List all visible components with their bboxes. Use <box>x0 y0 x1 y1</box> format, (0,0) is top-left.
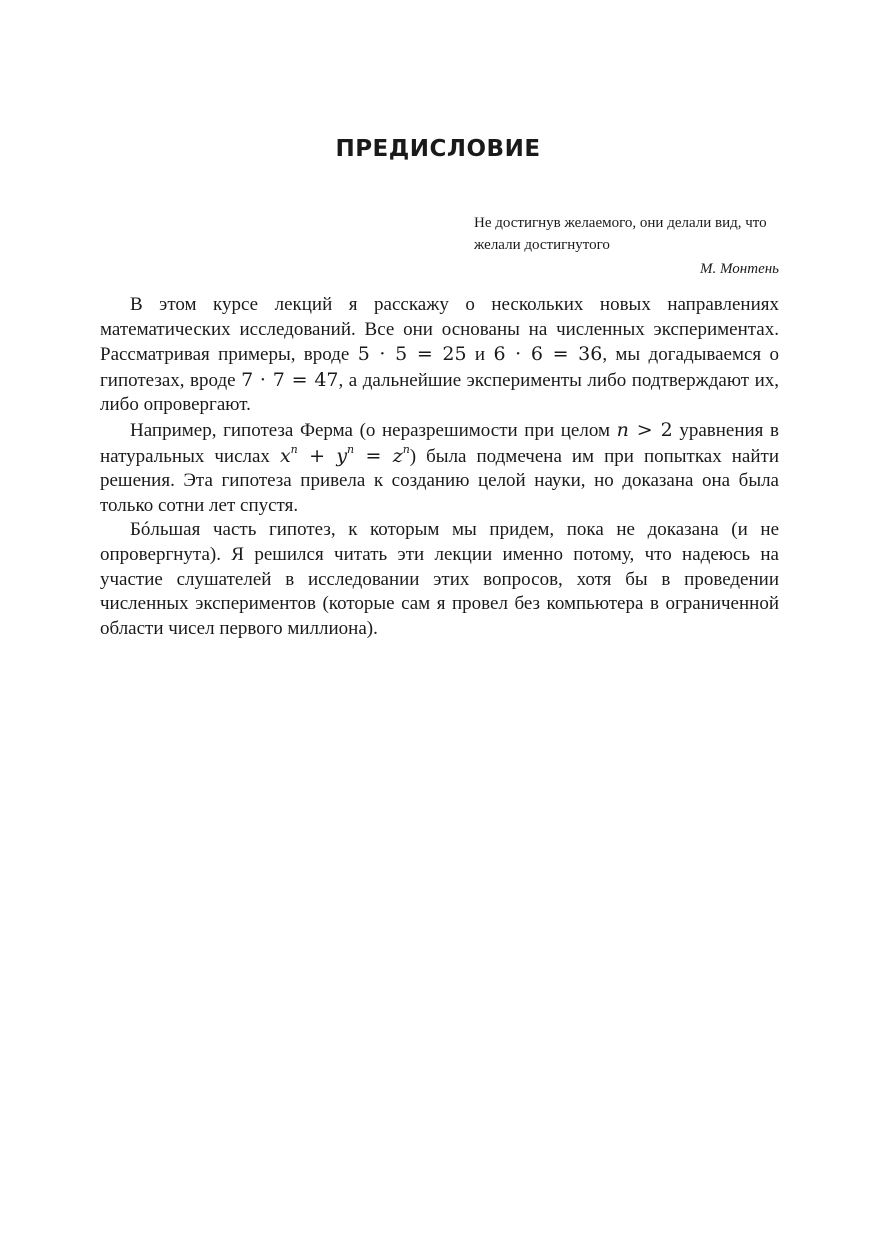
paragraph-2-text-a: Например, гипотеза Ферма (о неразрешимости при целом <box>130 419 617 441</box>
math-var-n: n <box>616 418 629 441</box>
paragraph-2 <box>100 418 779 518</box>
paragraph-3: Бóльшая часть гипотез, к которым мы придем, пока не доказана (и не опровергнута). Я решился читать эти лекции именно потому, что надеюсь на участие слушателей в исследовании этих вопросов, хотя бы в проведении численных экспериментов (которые сам я провел без компьютера в ограниченной области чисел первого миллиона). <box>100 519 779 639</box>
paragraph-2-text-b: уравнения в натуральных числах <box>100 419 779 467</box>
math-example-1: 5 · 5 = 25 <box>357 343 467 366</box>
math-plus: + <box>297 444 337 467</box>
paragraph-1-text-b: и <box>466 344 494 366</box>
preface-body <box>100 293 779 641</box>
epigraph-quote: Не достигнув желаемого, они делали вид, что желали достигнутого <box>474 215 767 253</box>
paragraph-1-text-a: В этом курсе лекций я расскажу о нескольких новых направлениях математических исследований. Все они основаны на численных экспериментах. Рассматривая примеры, вроде <box>100 294 779 366</box>
math-var-y: y <box>336 444 348 467</box>
paragraph-1 <box>100 293 779 418</box>
paragraph-1-text-d: , а дальнейшие эксперименты либо подтверждают их, либо опровергают. <box>100 369 780 416</box>
math-equals: = <box>354 444 393 467</box>
math-exponent-z: n <box>402 443 410 457</box>
page-title: ПРЕДИСЛОВИЕ <box>335 136 541 162</box>
math-exponent-x: n <box>290 443 298 457</box>
epigraph-author: М. Монтень <box>700 261 779 277</box>
paragraph-1-text-c: , мы догадываемся о гипотезах, вроде <box>100 344 780 391</box>
math-var-z: z <box>392 444 403 467</box>
math-example-3: 7 · 7 = 47 <box>241 368 339 391</box>
math-exponent-y: n <box>347 443 355 457</box>
paragraph-2-text-c: ) была подмечена им при попытках найти решения. Эта гипотеза привела к созданию целой науки, но доказана она была только сотни лет спустя. <box>100 445 779 516</box>
math-example-2: 6 · 6 = 36 <box>493 343 603 366</box>
math-condition: > 2 <box>628 418 673 441</box>
math-var-x: x <box>279 444 291 467</box>
fermat-equation <box>280 445 410 467</box>
